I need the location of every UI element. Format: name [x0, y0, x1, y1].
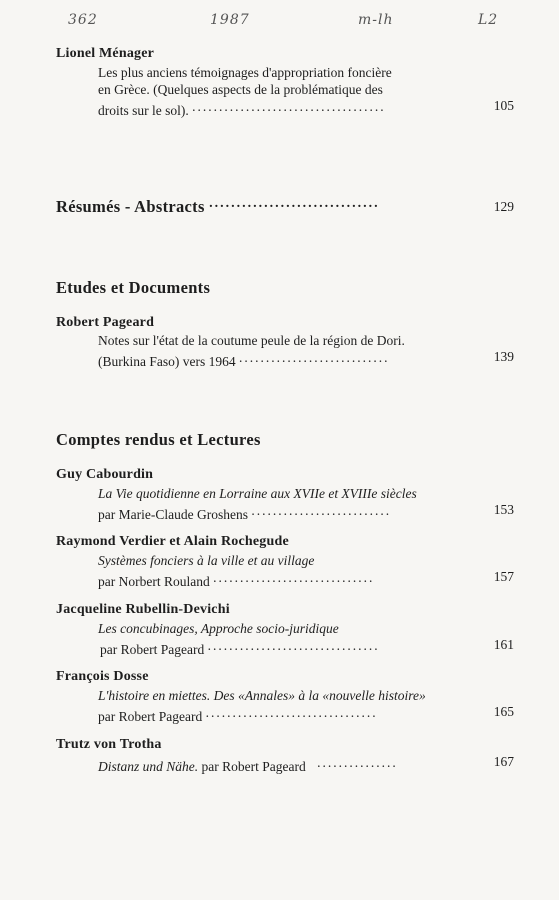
- author-name: Lionel Ménager: [56, 46, 155, 61]
- page-number: 139: [493, 349, 514, 364]
- page-number: 165: [493, 704, 514, 719]
- dot-leader: ................................: [207, 638, 380, 653]
- section-heading: Comptes rendus et Lectures: [56, 430, 261, 449]
- reviewer-line: [100, 637, 413, 658]
- page-number: 153: [493, 502, 514, 517]
- reviewer-text: par Robert Pageard: [100, 642, 205, 657]
- reviewer-text: par Robert Pageard: [201, 759, 306, 774]
- author-name: Robert Pageard: [56, 315, 155, 330]
- author-name: Trutz von Trotha: [56, 737, 162, 752]
- dot-leader: ...............................: [209, 196, 380, 211]
- entry-title-text: droits sur le sol).: [98, 103, 189, 118]
- dot-leader: ....................................: [192, 99, 386, 114]
- page-number: 167: [493, 754, 514, 769]
- dot-leader: ................................: [205, 705, 378, 720]
- reviewer-text: par Robert Pageard: [98, 709, 203, 724]
- author-name: Raymond Verdier et Alain Rochegude: [56, 534, 289, 549]
- reviewer-line: [98, 569, 411, 590]
- page-number: 105: [493, 98, 514, 113]
- page-number: 157: [493, 569, 514, 584]
- reviewer-text: par Marie-Claude Groshens: [98, 507, 248, 522]
- entry-title-line: [98, 349, 429, 370]
- entry-title-line: Les plus anciens témoignages d'appropriation foncière: [98, 65, 392, 80]
- review-title: L'histoire en miettes. Des «Annales» à la «nouvelle histoire»: [98, 688, 426, 703]
- section-heading: [56, 196, 429, 217]
- review-title: La Vie quotidienne en Lorraine aux XVIIe et XVIIIe siècles: [98, 486, 417, 501]
- author-name: François Dosse: [56, 669, 149, 684]
- reviewer-line: [98, 502, 423, 523]
- author-name: Guy Cabourdin: [56, 467, 154, 482]
- review-title: Les concubinages, Approche socio-juridique: [98, 621, 339, 636]
- entry-title-text: (Burkina Faso) vers 1964: [98, 354, 236, 369]
- handwritten-note-1: 362: [68, 12, 98, 28]
- entry-title-line: en Grèce. (Quelques aspects de la problématique des: [98, 82, 383, 97]
- entry-title-line: [98, 98, 447, 119]
- dot-leader: ..........................: [251, 503, 392, 518]
- review-title-line: [98, 754, 417, 775]
- dot-leader: ..............................: [213, 570, 375, 585]
- entry-title-line: Notes sur l'état de la coutume peule de la région de Dori.: [98, 333, 405, 348]
- page-number: 161: [493, 637, 514, 652]
- section-heading: Etudes et Documents: [56, 278, 211, 297]
- handwritten-note-2: 1987: [210, 12, 250, 28]
- review-title: Distanz und Nähe.: [98, 759, 199, 774]
- review-title: Systèmes fonciers à la ville et au village: [98, 553, 315, 568]
- reviewer-text: par Norbert Rouland: [98, 574, 210, 589]
- handwritten-note-4: L2: [478, 12, 499, 28]
- dot-leader: ............................: [238, 350, 390, 365]
- dot-leader: ...............: [317, 755, 398, 770]
- reviewer-line: [98, 704, 416, 725]
- section-title: Résumés - Abstracts: [56, 197, 205, 216]
- page-number: 129: [493, 199, 514, 214]
- handwritten-note-3: m-lh: [358, 12, 394, 28]
- author-name: Jacqueline Rubellin-Devichi: [56, 602, 230, 617]
